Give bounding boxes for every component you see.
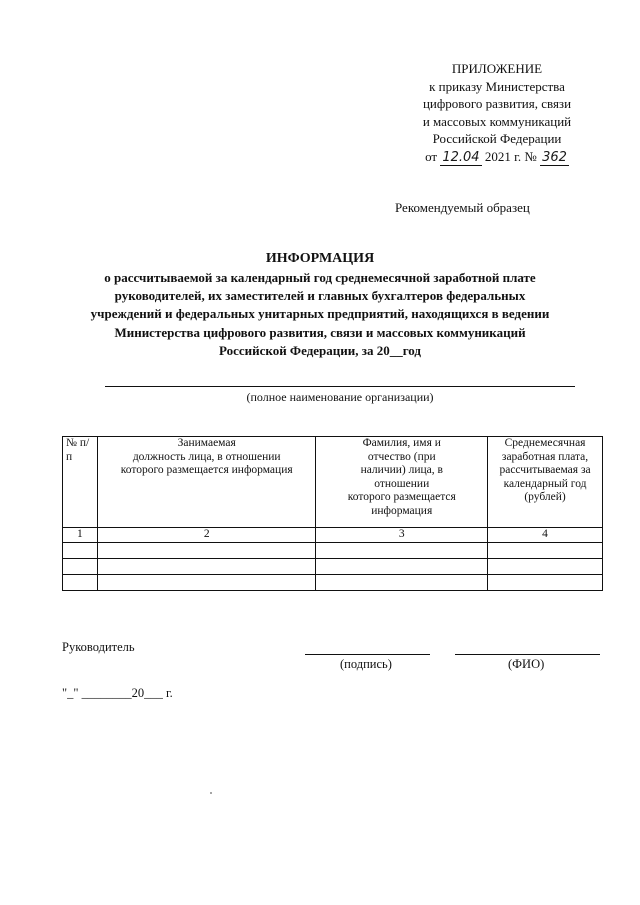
subtitle-line: руководителей, их заместителей и главных бухгалтеров федеральных [114, 288, 526, 304]
column-number: 1 [63, 528, 98, 543]
column-number: 2 [97, 528, 315, 543]
subtitle-line: о рассчитываемой за календарный год среднемесячной заработной плате [104, 270, 536, 285]
table-cell [488, 558, 603, 574]
header-number: № п/п [63, 437, 98, 528]
header-salary: Среднемесячная заработная плата, рассчитываемая за календарный год (рублей) [488, 437, 603, 528]
document-title: ИНФОРМАЦИЯ [265, 251, 375, 266]
table-cell [316, 558, 488, 574]
table-row [63, 574, 603, 590]
table-cell [316, 542, 488, 558]
order-prefix: от [425, 148, 438, 164]
signature-role: Руководитель [62, 640, 135, 654]
table-cell [316, 574, 488, 590]
sample-label: Рекомендуемый образец [395, 200, 530, 215]
appendix-line: и массовых коммуникаций [422, 113, 572, 129]
appendix-block [392, 60, 602, 166]
order-year: 2021 г. № [484, 148, 537, 164]
appendix-line: цифрового развития, связи [422, 96, 572, 111]
table-cell [97, 574, 315, 590]
appendix-line: к приказу Министерства [429, 78, 565, 94]
column-number: 4 [488, 528, 603, 543]
order-date-handwritten: 12.04 [442, 149, 480, 165]
document-subtitle [60, 269, 580, 360]
order-line [392, 148, 602, 166]
table-cell [97, 542, 315, 558]
appendix-line: Российской Федерации [432, 131, 562, 146]
table-cell [63, 542, 98, 558]
table-cell [63, 574, 98, 590]
info-table [62, 436, 603, 591]
full-name-caption: (ФИО) [508, 657, 545, 671]
table-column-number-row [63, 528, 603, 543]
table-cell [63, 558, 98, 574]
signature-line [305, 654, 430, 655]
org-name-caption: (полное наименование организации) [246, 390, 434, 404]
table-cell [97, 558, 315, 574]
header-position: Занимаемая должность лица, в отношении которого размещается информация [97, 437, 315, 528]
order-number-handwritten: 362 [542, 149, 567, 165]
signature-caption: (подпись) [340, 657, 392, 671]
full-name-line [455, 654, 600, 655]
header-full-name: Фамилия, имя и отчество (при наличии) лица, в отношении которого размещается информация [316, 437, 488, 528]
org-name-line [105, 386, 575, 387]
scan-speck [210, 792, 212, 794]
table-cell [488, 574, 603, 590]
column-number: 3 [316, 528, 488, 543]
table-row [63, 558, 603, 574]
subtitle-line: Министерства цифрового развития, связи и массовых коммуникаций [114, 324, 526, 340]
table-header-row [63, 437, 603, 528]
date-line: "_" ________20___ г. [62, 686, 173, 700]
subtitle-line: учреждений и федеральных унитарных предприятий, находящихся в ведении [90, 306, 550, 322]
subtitle-line: Российской Федерации, за 20__год [218, 342, 422, 358]
table-cell [488, 542, 603, 558]
appendix-title: ПРИЛОЖЕНИЕ [451, 61, 543, 76]
table-row [63, 542, 603, 558]
